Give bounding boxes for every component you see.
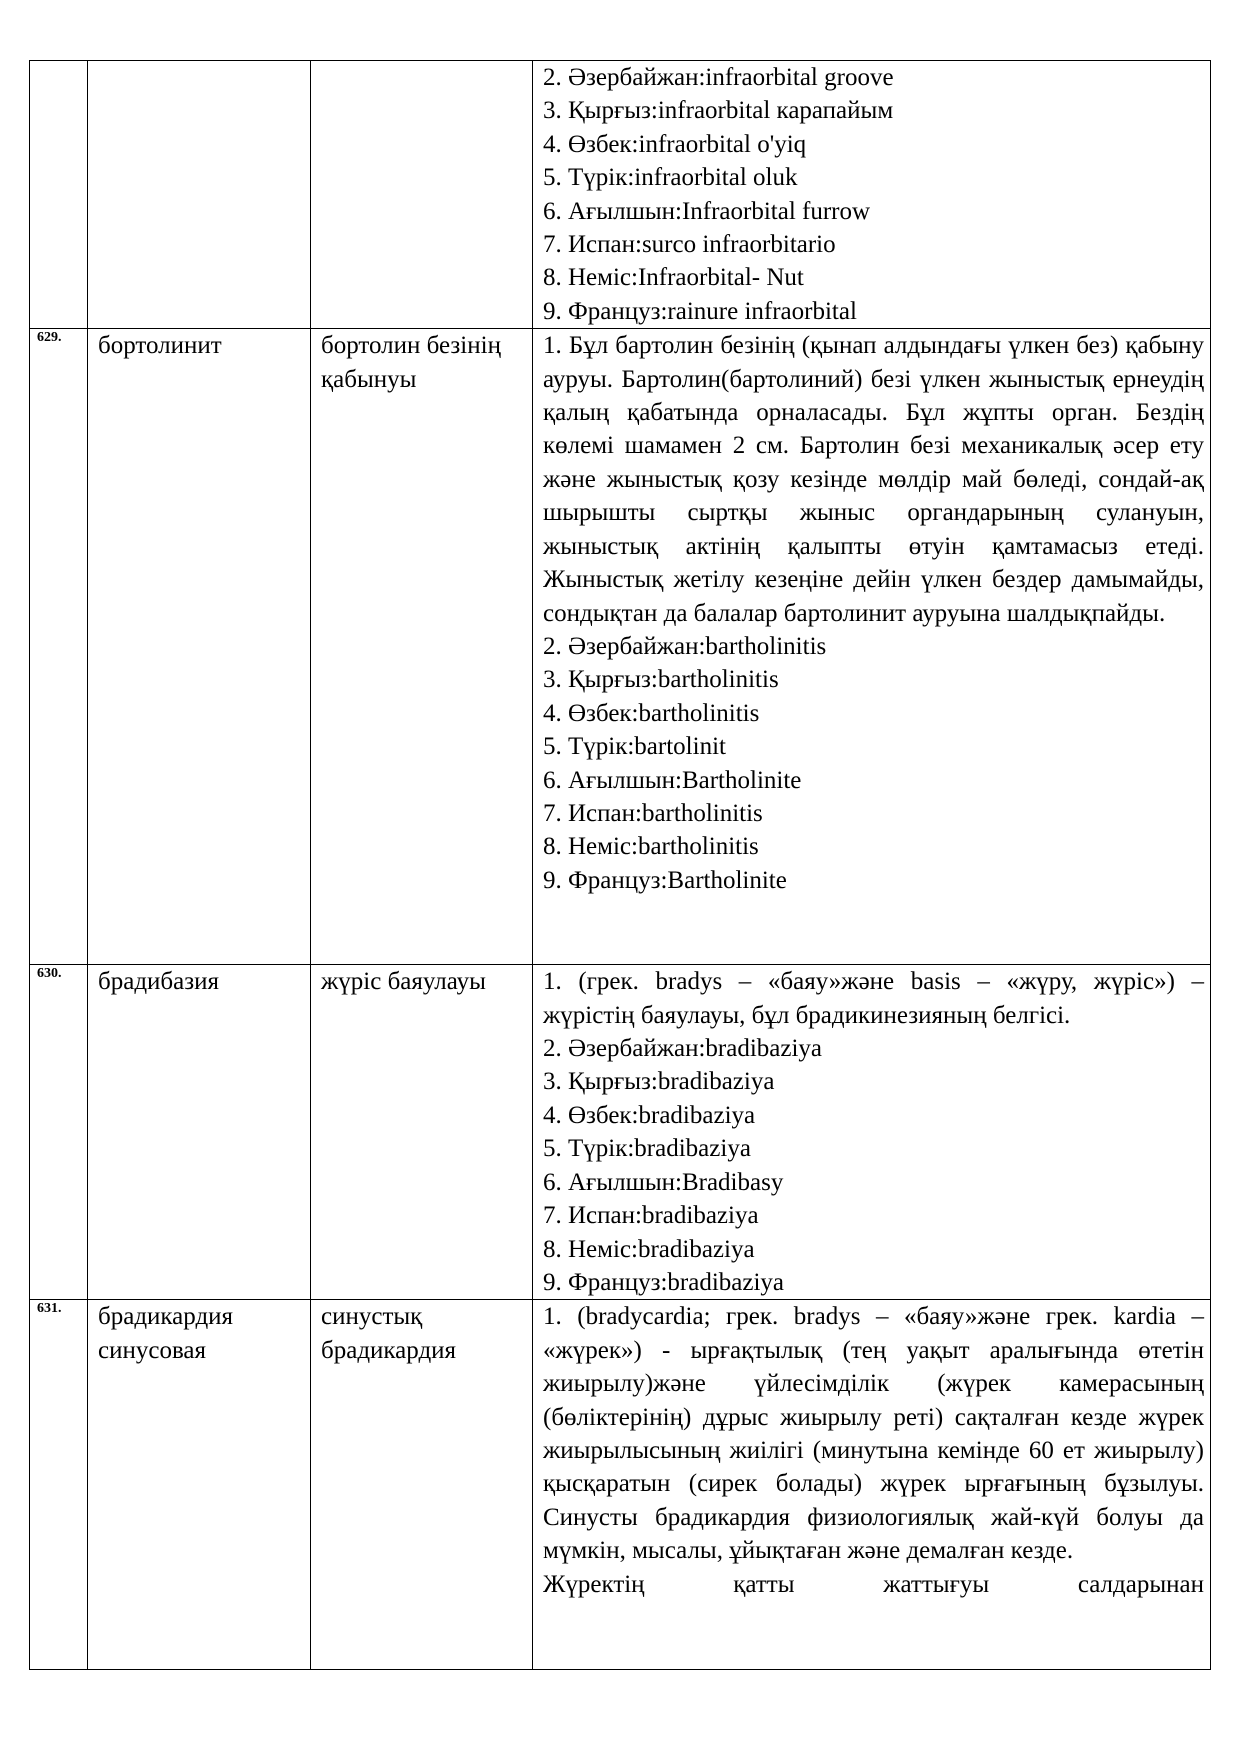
language-line: 3. Қырғыз:bradibaziya (543, 1068, 775, 1096)
language-line: 8. Неміс:bradibaziya (543, 1235, 755, 1263)
entry-translation (311, 61, 533, 329)
language-line: 8. Неміс:Infraorbital- Nut (543, 264, 804, 292)
language-line: 6. Ағылшын:Infraorbital furrow (543, 197, 871, 225)
entry-number: 629. (30, 329, 88, 965)
language-line: 7. Испан:bradibaziya (543, 1202, 759, 1230)
language-line: 2. Әзербайжан:bartholinitis (543, 632, 827, 660)
entry-definition-cell (533, 329, 1211, 965)
language-line: 3. Қырғыз:infraorbital карапайым (543, 97, 894, 125)
entry-definition-cell (533, 61, 1211, 329)
language-line: 7. Испан:bartholinitis (543, 799, 763, 827)
language-line: 5. Түрік:bradibaziya (543, 1135, 751, 1163)
language-line: 8. Неміс:bartholinitis (543, 833, 759, 861)
language-line: 9. Француз:bradibaziya (543, 1268, 785, 1296)
table-row (30, 329, 1211, 965)
entry-definition-cell (533, 965, 1211, 1300)
table-row (30, 61, 1211, 329)
language-line: 4. Өзбек:infraorbital o'yiq (543, 130, 807, 158)
language-line: 3. Қырғыз:bartholinitis (543, 666, 779, 694)
entry-number (30, 61, 88, 329)
language-line: 6. Ағылшын:Bradibasy (543, 1168, 784, 1196)
entry-term: брадибазия (88, 965, 311, 1300)
table-row (30, 965, 1211, 1300)
entry-translation: бортолин безінің қабынуы (311, 329, 533, 965)
language-line: 9. Француз:Bartholinite (543, 866, 787, 894)
entry-term: бортолинит (88, 329, 311, 965)
entry-translation: синустық брадикардия (311, 1300, 533, 1670)
language-line: 9. Француз:rainure infraorbital (543, 297, 857, 325)
language-line: 7. Испан:surco infraorbitario (543, 231, 836, 259)
language-line: 4. Өзбек:bradibaziya (543, 1101, 756, 1129)
entry-number: 631. (30, 1300, 88, 1670)
dictionary-table (29, 60, 1211, 1670)
language-line: 6. Ағылшын:Bartholinite (543, 766, 802, 794)
language-line: 4. Өзбек:bartholinitis (543, 699, 760, 727)
language-line: 5. Түрік:bartolinit (543, 733, 726, 761)
entry-definition-cell (533, 1300, 1211, 1670)
entry-definition: 1. (bradycardia; грек. bradys – «баяу»және грек. kardia – «жүрек») - ырғақтылық (тең уақыт аралығында өтетін жиырылу)және үйлесімділік (жүрек камерасының (бөліктерінің) дұрыс жиырылу реті) сақталған кезде жүрек жиырылысының жиілігі (минутына кемінде 60 ет жиырылу) қысқаратын (сирек болады) жүрек ырғағының бұзылуы. Синусты брадикардия физиологиялық жай-күй болуы да мүмкін, мысалы, ұйықтаған және демалған кезде. (543, 1303, 1204, 1565)
entry-number: 630. (30, 965, 88, 1300)
entry-definition: 1. Бұл бартолин безінің (қынап алдындағы үлкен без) қабыну ауруы. Бартолин(бартолиний) безі үлкен жыныстық ернеудің қалың қабатында орналасады. Бұл жұпты орган. Бездің көлемі шамамен 2 см. Бартолин безі механикалық әсер ету және жыныстық қозу кезінде мөлдір май бөледі, сондай-ақ шырышты сыртқы жыныс органдарының сулануын, жыныстық актінің қалыпты өтуін қамтамасыз етеді. Жыныстық жетілу кезеңіне дейін үлкен бездер дамымайды, сондықтан да балалар бартолинит ауруына шалдықпайды. (543, 332, 1204, 627)
entry-term (88, 61, 311, 329)
language-line: 5. Түрік:infraorbital oluk (543, 164, 798, 192)
entry-definition-continued: Жүректің қатты жаттығуы салдарынан (543, 1570, 1204, 1598)
language-line: 2. Әзербайжан:infraorbital groove (543, 64, 894, 91)
entry-definition: 1. (грек. bradys – «баяу»және basis – «жүру, жүріс») – жүрістің баяулауы, бұл брадикинезияның белгісі. (543, 968, 1204, 1029)
entry-translation: жүріс баяулауы (311, 965, 533, 1300)
language-line: 2. Әзербайжан:bradibaziya (543, 1035, 823, 1063)
table-row (30, 1300, 1211, 1670)
entry-term: брадикардия синусовая (88, 1300, 311, 1670)
